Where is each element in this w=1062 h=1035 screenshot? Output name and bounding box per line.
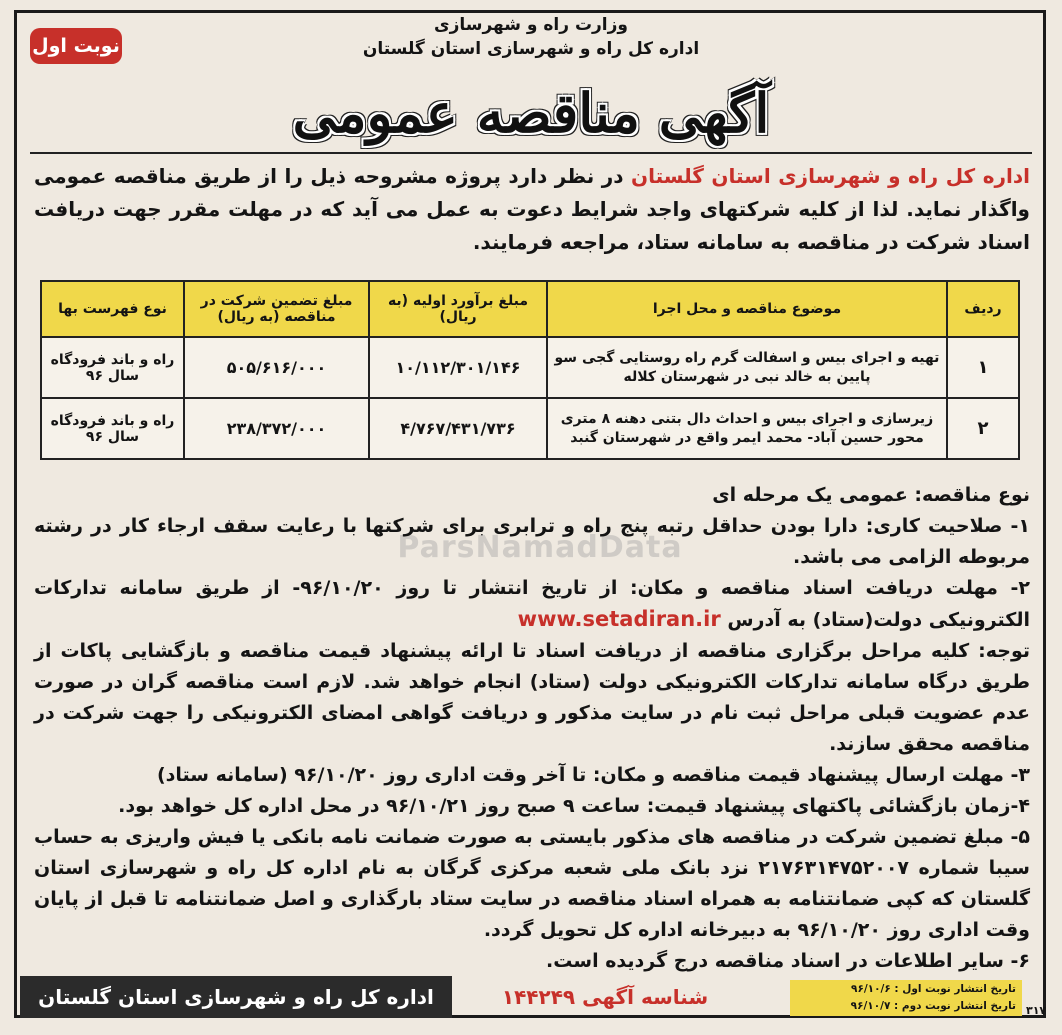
notice-id: شناسه آگهی ۱۴۴۲۴۹: [501, 985, 709, 1009]
notice-body: [34, 480, 1030, 977]
tender-type: نوع مناقصه: عمومی یک مرحله ای: [712, 484, 1030, 506]
intro-text: در نظر دارد پروژه مشروحه ذیل را از طریق مناقصه عمومی واگذار نماید. لذا از کلیه شرکتهای واجد شرایط دعوت به عمل می آید که در مهلت مقرر جهت دریافت اسناد شرکت در مناقصه به سامانه ستاد، مراجعه فرمایند.: [34, 164, 1030, 254]
condition-opening-time: ۴-زمان بازگشائی پاکتهای پیشنهاد قیمت: ساعت ۹ صبح روز ۹۶/۱۰/۲۱ در محل اداره کل خواهد بود.: [118, 795, 1030, 817]
footer-organization: اداره کل راه و شهرسازی استان گلستان: [20, 976, 452, 1018]
row-subject: تهیه و اجرای بیس و اسفالت گرم راه روستایی گجی سو پایین به خالد نبی در شهرستان کلاله: [547, 337, 947, 398]
office-name: اداره کل راه و شهرسازی استان گلستان: [362, 39, 700, 59]
header-subject: موضوع مناقصه و محل اجرا: [547, 281, 947, 337]
ministry-name: وزارت راه و شهرسازی: [433, 15, 628, 35]
tender-table: [40, 280, 1020, 460]
row-estimate: ۴/۷۶۷/۴۳۱/۷۳۶: [369, 398, 547, 459]
document-deadline-text: ۲- مهلت دریافت اسناد مناقصه و مکان: از تاریخ انتشار تا روز ۹۶/۱۰/۲۰- از طریق سامانه تدارکات الکترونیکی دولت(ستاد) به آدرس: [34, 577, 1030, 631]
setad-url-link[interactable]: www.setadiran.ir: [517, 607, 721, 631]
note-paragraph: توجه: کلیه مراحل برگزاری مناقصه از دریافت اسناد تا ارائه پیشنهاد قیمت مناقصه و بازگشایی پاکات از طریق درگاه سامانه تدارکات الکترونیکی دولت (ستاد) انجام خواهد شد. لازم است مناقصه گران در صورت عدم عضویت قبلی مراحل ثبت نام در سایت مذکور و دریافت گواهی امضای الکترونیکی را جهت شرکت در مناقصه محقق سازند.: [34, 640, 1030, 755]
watermark: ParsNamadData: [397, 530, 683, 565]
condition-other-info: ۶- سایر اطلاعات در اسناد مناقصه درج گردیده است.: [546, 950, 1030, 972]
condition-qualification: ۱- صلاحیت کاری: دارا بودن حداقل رتبه پنج راه و ترابری برای شرکتها با رعایت سقف ارجاء کار در رشته مربوطه الزامی می باشد.: [34, 515, 1030, 568]
row-estimate: ۱۰/۱۱۲/۳۰۱/۱۴۶: [369, 337, 547, 398]
row-guarantee: ۲۳۸/۳۷۲/۰۰۰: [184, 398, 369, 459]
publication-date-second: تاریخ انتشار نوبت دوم : ۹۶/۱۰/۷: [850, 1000, 1016, 1012]
table-row: [41, 337, 1019, 398]
condition-document-deadline: [34, 573, 1030, 636]
row-price-list: راه و باند فرودگاه سال ۹۶: [41, 398, 184, 459]
header-row-number: ردیف: [947, 281, 1019, 337]
row-number: ۱: [947, 337, 1019, 398]
condition-guarantee: ۵- مبلغ تضمین شرکت در مناقصه های مذکور بایستی به صورت ضمانت نامه بانکی یا فیش واریزی به حساب سیبا شماره ۲۱۷۶۳۱۴۷۵۲۰۰۷ نزد بانک ملی شعبه مرکزی گرگان به نام اداره کل راه و شهرسازی استان گلستان که کپی ضمانتنامه به همراه اسناد مناقصه در سایت ستاد بارگذاری و اصل ضمانتنامه تا قبل از پایان وقت اداری روز ۹۶/۱۰/۲۰ به دبیرخانه اداره کل تحویل گردد.: [34, 826, 1030, 941]
row-subject: زیرسازی و اجرای بیس و احداث دال بتنی دهنه ۸ متری محور حسین آباد- محمد ایمر واقع در شهرستان گنبد: [547, 398, 947, 459]
intro-organization: اداره کل راه و شهرسازی استان گلستان: [631, 164, 1030, 188]
row-guarantee: ۵۰۵/۶۱۶/۰۰۰: [184, 337, 369, 398]
notice-header: [0, 14, 1062, 60]
condition-bid-deadline: ۳- مهلت ارسال پیشنهاد قیمت مناقصه و مکان: تا آخر وقت اداری روز ۹۶/۱۰/۲۰ (سامانه ستاد): [156, 764, 1030, 786]
publication-dates: [790, 980, 1022, 1016]
round-badge: نوبت اول: [30, 28, 122, 64]
table-header-row: [41, 281, 1019, 337]
title-divider: [30, 152, 1032, 154]
row-price-list: راه و باند فرودگاه سال ۹۶: [41, 337, 184, 398]
row-number: ۲: [947, 398, 1019, 459]
publication-date-first: تاریخ انتشار نوبت اول : ۹۶/۱۰/۶: [851, 983, 1016, 995]
page-code: ۳۱۷: [1026, 1004, 1047, 1017]
header-estimate: مبلغ برآورد اولیه (به ریال): [369, 281, 547, 337]
table-row: [41, 398, 1019, 459]
notice-title: آگهی مناقصه عمومی: [292, 81, 770, 145]
header-guarantee: مبلغ تضمین شرکت در مناقصه (به ریال): [184, 281, 369, 337]
intro-paragraph: [34, 160, 1030, 259]
header-price-list: نوع فهرست بها: [41, 281, 184, 337]
